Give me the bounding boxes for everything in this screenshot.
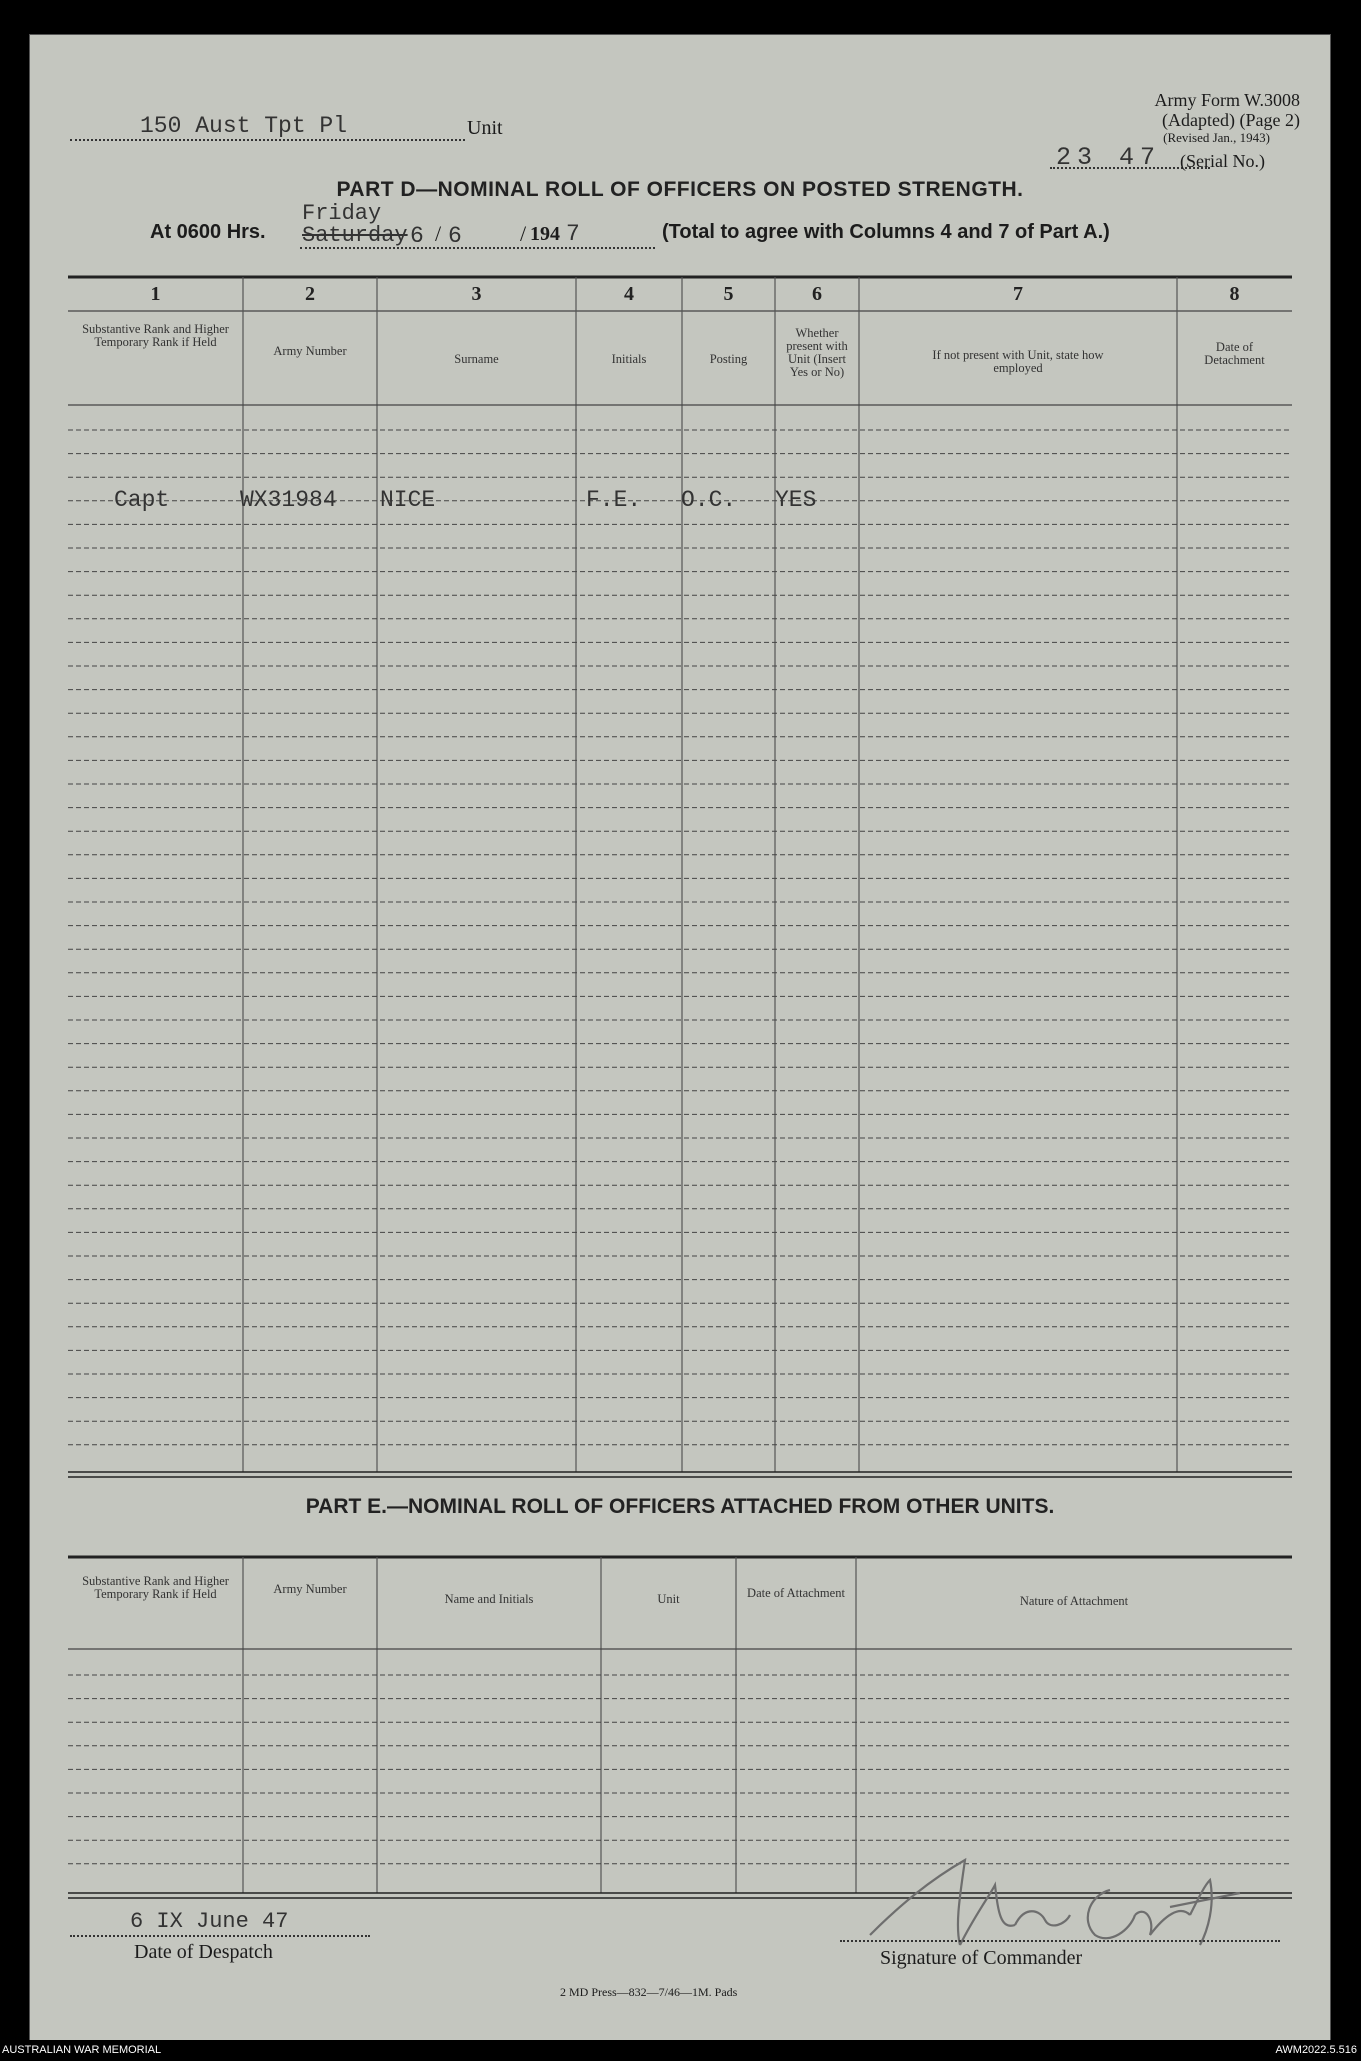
- part-e-header-attachment-date: Date of Attachment: [747, 1586, 845, 1600]
- archive-right-label: AWM2022.5.516: [1275, 2044, 1357, 2056]
- signature-text: [880, 1907, 1027, 1941]
- col-num-6: 6: [812, 283, 822, 305]
- col-num-7: 7: [1013, 283, 1023, 305]
- unit-label: Unit: [467, 117, 503, 139]
- entry-posting: O.C.: [681, 487, 737, 513]
- entry-initials: F.E.: [586, 487, 642, 513]
- archive-left-label: AUSTRALIAN WAR MEMORIAL: [2, 2044, 162, 2056]
- entry-surname: NICE: [380, 487, 436, 513]
- entry-army-number: WX31984: [240, 487, 337, 513]
- signature-label: Signature of Commander: [880, 1947, 1083, 1969]
- col-num-5: 5: [723, 283, 734, 305]
- part-e-header-army-number: Army Number: [273, 1582, 347, 1596]
- despatch-dotline: [70, 1935, 370, 1937]
- date-month: 6: [448, 223, 462, 249]
- col-num-2: 2: [305, 283, 315, 305]
- unit-value: 150 Aust Tpt Pl: [140, 113, 348, 139]
- part-d-column-rules: [243, 277, 1177, 1472]
- entry-rank: Capt: [114, 487, 170, 513]
- date-slash-1: /: [435, 221, 442, 246]
- col-num-8: 8: [1229, 283, 1240, 305]
- total-note: (Total to agree with Columns 4 and 7 of Part A.): [662, 221, 1110, 243]
- serial-value: 23 47: [1056, 143, 1162, 172]
- form-revised: (Revised Jan., 1943): [1163, 130, 1270, 145]
- col-header-posting: Posting: [709, 352, 748, 366]
- day-struck: Saturday: [302, 223, 408, 248]
- despatch-value: 6 IX June 47: [130, 1909, 289, 1934]
- col-header-surname: Surname: [454, 352, 499, 366]
- part-e-title: PART E.—NOMINAL ROLL OF OFFICERS ATTACHED FROM OTHER UNITS.: [305, 1495, 1055, 1518]
- part-e-header-name: Name and Initials: [444, 1592, 534, 1606]
- col-header-employment: If not present with Unit, state how employed: [932, 348, 1104, 375]
- part-e-header-unit: Unit: [657, 1592, 680, 1606]
- part-d-dashed-rows: [68, 430, 1292, 1445]
- date-day: 6: [410, 223, 424, 249]
- part-d-title: PART D—NOMINAL ROLL OF OFFICERS ON POSTED STRENGTH.: [336, 178, 1024, 201]
- col-num-4: 4: [624, 283, 634, 305]
- archive-bar: [0, 2040, 1361, 2061]
- date-slash-2: /: [520, 221, 527, 246]
- form-title: Army Form W.3008: [1154, 90, 1300, 110]
- form-adapted: (Adapted) (Page 2): [1162, 110, 1300, 130]
- form-paper: [30, 35, 1330, 2040]
- despatch-label: Date of Despatch: [134, 1941, 273, 1963]
- day-inserted: Friday: [302, 201, 382, 226]
- col-header-detachment: Date of Detachment: [1204, 340, 1265, 367]
- part-e-dashed-rows: [68, 1675, 1292, 1864]
- col-num-3: 3: [471, 283, 482, 305]
- col-header-present: Whether present with Unit (Insert Yes or No): [786, 326, 848, 379]
- col-header-initials: Initials: [611, 352, 647, 366]
- part-e-header-nature: Nature of Attachment: [1019, 1594, 1129, 1608]
- part-e-column-rules: [243, 1557, 856, 1893]
- signature-dotline: [840, 1940, 1280, 1942]
- col-header-army-number: Army Number: [273, 344, 347, 358]
- entry-present: YES: [775, 487, 817, 513]
- serial-label: (Serial No.): [1180, 151, 1265, 171]
- press-note: 2 MD Press—832—7/46—1M. Pads: [560, 1985, 738, 1999]
- col-num-1: 1: [150, 283, 161, 305]
- date-year-printed: 194: [530, 223, 560, 245]
- col-header-rank: Substantive Rank and Higher Temporary Rank if Held: [82, 322, 229, 349]
- date-year-typed: 7: [566, 221, 580, 247]
- at-hours-label: At 0600 Hrs.: [150, 221, 266, 243]
- part-e-header-rank: Substantive Rank and Higher Temporary Rank if Held: [82, 1574, 229, 1601]
